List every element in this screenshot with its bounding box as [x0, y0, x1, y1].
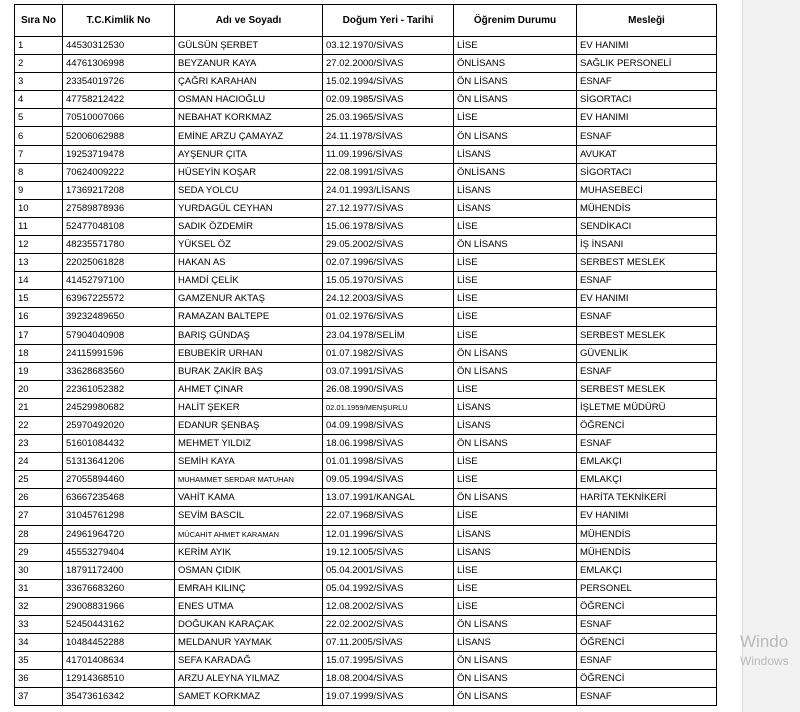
- tc-kimlik-no-cell: 24961964720: [63, 525, 175, 543]
- name-cell: DOĞUKAN KARAÇAK: [175, 616, 323, 634]
- name-cell: HÜSEYİN KOŞAR: [175, 163, 323, 181]
- sira-no-cell: 13: [15, 254, 63, 272]
- tc-kimlik-no-cell: 31045761298: [63, 507, 175, 525]
- birth-place-date-cell: 12.01.1996/SİVAS: [323, 525, 454, 543]
- name-cell: MÜCAHİT AHMET KARAMAN: [175, 525, 323, 543]
- sira-no-cell: 32: [15, 597, 63, 615]
- name-cell: YÜKSEL ÖZ: [175, 236, 323, 254]
- occupation-cell: ESNAF: [577, 272, 717, 290]
- tc-kimlik-no-cell: 10484452288: [63, 634, 175, 652]
- table-row: [15, 55, 717, 73]
- table-body: [15, 37, 717, 706]
- tc-kimlik-no-cell: 52006062988: [63, 127, 175, 145]
- table-row: [15, 688, 717, 706]
- occupation-cell: MÜHENDİS: [577, 525, 717, 543]
- name-cell: KERİM AYIK: [175, 543, 323, 561]
- watermark-line-2: Windows: [740, 654, 789, 668]
- sira-no-cell: 34: [15, 634, 63, 652]
- tc-kimlik-no-cell: 70510007066: [63, 109, 175, 127]
- occupation-cell: MÜHENDİS: [577, 543, 717, 561]
- tc-kimlik-no-cell: 24529980682: [63, 398, 175, 416]
- name-cell: ARZU ALEYNA YILMAZ: [175, 670, 323, 688]
- name-cell: ÇAĞRI KARAHAN: [175, 73, 323, 91]
- birth-place-date-cell: 19.07.1999/SİVAS: [323, 688, 454, 706]
- tc-kimlik-no-cell: 19253719478: [63, 145, 175, 163]
- table-row: [15, 398, 717, 416]
- education-cell: LİSANS: [454, 199, 577, 217]
- name-cell: MUHAMMET SERDAR MATUHAN: [175, 471, 323, 489]
- windows-activation-watermark: [740, 632, 789, 668]
- education-cell: ÖN LİSANS: [454, 616, 577, 634]
- watermark-line-1: Windo: [740, 632, 789, 651]
- sira-no-cell: 24: [15, 453, 63, 471]
- sira-no-cell: 18: [15, 344, 63, 362]
- education-cell: ÖN LİSANS: [454, 344, 577, 362]
- sira-no-cell: 28: [15, 525, 63, 543]
- education-cell: LİSE: [454, 217, 577, 235]
- name-cell: NEBAHAT KORKMAZ: [175, 109, 323, 127]
- birth-place-date-cell: 19.12.1005/SİVAS: [323, 543, 454, 561]
- table-row: [15, 471, 717, 489]
- sira-no-cell: 11: [15, 217, 63, 235]
- tc-kimlik-no-cell: 70624009222: [63, 163, 175, 181]
- tc-kimlik-no-cell: 22025061828: [63, 254, 175, 272]
- birth-place-date-cell: 01.01.1998/SİVAS: [323, 453, 454, 471]
- occupation-cell: ESNAF: [577, 616, 717, 634]
- sira-no-cell: 25: [15, 471, 63, 489]
- tc-kimlik-no-cell: 44530312530: [63, 37, 175, 55]
- tc-kimlik-no-cell: 41701408634: [63, 652, 175, 670]
- table-row: [15, 380, 717, 398]
- tc-kimlik-no-cell: 29008831966: [63, 597, 175, 615]
- education-cell: ÖN LİSANS: [454, 652, 577, 670]
- name-cell: SEFA KARADAĞ: [175, 652, 323, 670]
- sira-no-cell: 19: [15, 362, 63, 380]
- birth-place-date-cell: 01.07.1982/SİVAS: [323, 344, 454, 362]
- tc-kimlik-no-cell: 18791172400: [63, 561, 175, 579]
- occupation-cell: ESNAF: [577, 435, 717, 453]
- table-row: [15, 489, 717, 507]
- birth-place-date-cell: 25.03.1965/SİVAS: [323, 109, 454, 127]
- sira-no-cell: 29: [15, 543, 63, 561]
- tc-kimlik-no-cell: 25970492020: [63, 416, 175, 434]
- name-cell: HALİT ŞEKER: [175, 398, 323, 416]
- table-row: [15, 326, 717, 344]
- birth-place-date-cell: 04.09.1998/SİVAS: [323, 416, 454, 434]
- birth-place-date-cell: 27.12.1977/SİVAS: [323, 199, 454, 217]
- tc-kimlik-no-cell: 48235571780: [63, 236, 175, 254]
- table-row: [15, 579, 717, 597]
- birth-place-date-cell: 13.07.1991/KANGAL: [323, 489, 454, 507]
- education-cell: LİSE: [454, 507, 577, 525]
- tc-kimlik-no-cell: 52477048108: [63, 217, 175, 235]
- name-cell: MELDANUR YAYMAK: [175, 634, 323, 652]
- birth-place-date-cell: 24.01.1993/LİSANS: [323, 181, 454, 199]
- occupation-cell: HARİTA TEKNİKERİ: [577, 489, 717, 507]
- table-row: [15, 561, 717, 579]
- birth-place-date-cell: 15.07.1995/SİVAS: [323, 652, 454, 670]
- birth-place-date-cell: 11.09.1996/SİVAS: [323, 145, 454, 163]
- birth-place-date-cell: 05.04.2001/SİVAS: [323, 561, 454, 579]
- name-cell: BURAK ZAKİR BAŞ: [175, 362, 323, 380]
- header-sira-no: Sıra No: [15, 5, 63, 37]
- name-cell: OSMAN ÇIDIK: [175, 561, 323, 579]
- sira-no-cell: 1: [15, 37, 63, 55]
- education-cell: LİSE: [454, 471, 577, 489]
- occupation-cell: ÖĞRENCİ: [577, 416, 717, 434]
- sira-no-cell: 35: [15, 652, 63, 670]
- occupation-cell: ESNAF: [577, 73, 717, 91]
- education-cell: LİSE: [454, 597, 577, 615]
- education-cell: LİSANS: [454, 181, 577, 199]
- table-row: [15, 254, 717, 272]
- birth-place-date-cell: 15.06.1978/SİVAS: [323, 217, 454, 235]
- name-cell: EMRAH KILINÇ: [175, 579, 323, 597]
- occupation-cell: EV HANIMI: [577, 109, 717, 127]
- occupation-cell: EV HANIMI: [577, 290, 717, 308]
- table-row: [15, 109, 717, 127]
- occupation-cell: İŞ İNSANI: [577, 236, 717, 254]
- tc-kimlik-no-cell: 27589878936: [63, 199, 175, 217]
- tc-kimlik-no-cell: 57904040908: [63, 326, 175, 344]
- education-cell: LİSANS: [454, 145, 577, 163]
- birth-place-date-cell: 09.05.1994/SİVAS: [323, 471, 454, 489]
- name-cell: EMİNE ARZU ÇAMAYAZ: [175, 127, 323, 145]
- occupation-cell: ESNAF: [577, 688, 717, 706]
- occupation-cell: ÖĞRENCİ: [577, 597, 717, 615]
- education-cell: LİSE: [454, 272, 577, 290]
- occupation-cell: EMLAKÇI: [577, 561, 717, 579]
- table-row: [15, 290, 717, 308]
- name-cell: HAMDİ ÇELİK: [175, 272, 323, 290]
- name-cell: RAMAZAN BALTEPE: [175, 308, 323, 326]
- sira-no-cell: 22: [15, 416, 63, 434]
- tc-kimlik-no-cell: 52450443162: [63, 616, 175, 634]
- sira-no-cell: 3: [15, 73, 63, 91]
- education-cell: LİSE: [454, 290, 577, 308]
- table-row: [15, 435, 717, 453]
- sira-no-cell: 26: [15, 489, 63, 507]
- name-cell: SEDA YOLCU: [175, 181, 323, 199]
- education-cell: ÖN LİSANS: [454, 73, 577, 91]
- occupation-cell: ESNAF: [577, 652, 717, 670]
- table-row: [15, 634, 717, 652]
- education-cell: ÖN LİSANS: [454, 236, 577, 254]
- occupation-cell: SAĞLIK PERSONELİ: [577, 55, 717, 73]
- education-cell: LİSANS: [454, 634, 577, 652]
- name-cell: EBUBEKİR URHAN: [175, 344, 323, 362]
- table-row: [15, 199, 717, 217]
- occupation-cell: GÜVENLİK: [577, 344, 717, 362]
- education-cell: LİSANS: [454, 398, 577, 416]
- table-row: [15, 217, 717, 235]
- table-row: [15, 670, 717, 688]
- occupation-cell: İŞLETME MÜDÜRÜ: [577, 398, 717, 416]
- sira-no-cell: 27: [15, 507, 63, 525]
- birth-place-date-cell: 22.02.2002/SİVAS: [323, 616, 454, 634]
- birth-place-date-cell: 27.02.2000/SİVAS: [323, 55, 454, 73]
- name-cell: VAHİT KAMA: [175, 489, 323, 507]
- sira-no-cell: 36: [15, 670, 63, 688]
- birth-place-date-cell: 18.06.1998/SİVAS: [323, 435, 454, 453]
- tc-kimlik-no-cell: 44761306998: [63, 55, 175, 73]
- name-cell: MEHMET YILDIZ: [175, 435, 323, 453]
- table-row: [15, 145, 717, 163]
- name-cell: GAMZENUR AKTAŞ: [175, 290, 323, 308]
- birth-place-date-cell: 07.11.2005/SİVAS: [323, 634, 454, 652]
- tc-kimlik-no-cell: 45553279404: [63, 543, 175, 561]
- tc-kimlik-no-cell: 27055894460: [63, 471, 175, 489]
- sira-no-cell: 16: [15, 308, 63, 326]
- birth-place-date-cell: 18.08.2004/SİVAS: [323, 670, 454, 688]
- occupation-cell: PERSONEL: [577, 579, 717, 597]
- education-cell: ÖNLİSANS: [454, 55, 577, 73]
- name-cell: BEYZANUR KAYA: [175, 55, 323, 73]
- sira-no-cell: 20: [15, 380, 63, 398]
- education-cell: LİSANS: [454, 543, 577, 561]
- birth-place-date-cell: 22.07.1968/SİVAS: [323, 507, 454, 525]
- table-row: [15, 163, 717, 181]
- occupation-cell: ÖĞRENCİ: [577, 670, 717, 688]
- education-cell: LİSANS: [454, 416, 577, 434]
- tc-kimlik-no-cell: 33628683560: [63, 362, 175, 380]
- name-cell: ENES UTMA: [175, 597, 323, 615]
- sira-no-cell: 21: [15, 398, 63, 416]
- name-cell: SEVİM BASCIL: [175, 507, 323, 525]
- sira-no-cell: 2: [15, 55, 63, 73]
- table-row: [15, 91, 717, 109]
- name-cell: BARIŞ GÜNDAŞ: [175, 326, 323, 344]
- tc-kimlik-no-cell: 63967225572: [63, 290, 175, 308]
- education-cell: LİSE: [454, 308, 577, 326]
- occupation-cell: SERBEST MESLEK: [577, 254, 717, 272]
- occupation-cell: SENDİKACI: [577, 217, 717, 235]
- occupation-cell: ESNAF: [577, 127, 717, 145]
- sira-no-cell: 5: [15, 109, 63, 127]
- name-cell: SAMET KORKMAZ: [175, 688, 323, 706]
- occupation-cell: ESNAF: [577, 362, 717, 380]
- name-cell: SADIK ÖZDEMİR: [175, 217, 323, 235]
- occupation-cell: EV HANIMI: [577, 37, 717, 55]
- occupation-cell: ÖĞRENCİ: [577, 634, 717, 652]
- birth-place-date-cell: 24.12.2003/SİVAS: [323, 290, 454, 308]
- occupation-cell: SERBEST MESLEK: [577, 380, 717, 398]
- tc-kimlik-no-cell: 12914368510: [63, 670, 175, 688]
- education-cell: ÖN LİSANS: [454, 688, 577, 706]
- table-row: [15, 344, 717, 362]
- birth-place-date-cell: 03.12.1970/SİVAS: [323, 37, 454, 55]
- education-cell: LİSE: [454, 37, 577, 55]
- birth-place-date-cell: 22.08.1991/SİVAS: [323, 163, 454, 181]
- name-cell: AYŞENUR ÇITA: [175, 145, 323, 163]
- birth-place-date-cell: 01.02.1976/SİVAS: [323, 308, 454, 326]
- birth-place-date-cell: 15.05.1970/SİVAS: [323, 272, 454, 290]
- education-cell: LİSE: [454, 453, 577, 471]
- sira-no-cell: 10: [15, 199, 63, 217]
- tc-kimlik-no-cell: 41452797100: [63, 272, 175, 290]
- birth-place-date-cell: 15.02.1994/SİVAS: [323, 73, 454, 91]
- tc-kimlik-no-cell: 47758212422: [63, 91, 175, 109]
- member-table: [14, 4, 717, 706]
- table-row: [15, 616, 717, 634]
- tc-kimlik-no-cell: 23354019726: [63, 73, 175, 91]
- tc-kimlik-no-cell: 39232489650: [63, 308, 175, 326]
- education-cell: ÖN LİSANS: [454, 91, 577, 109]
- education-cell: ÖN LİSANS: [454, 670, 577, 688]
- sira-no-cell: 15: [15, 290, 63, 308]
- sira-no-cell: 14: [15, 272, 63, 290]
- sira-no-cell: 4: [15, 91, 63, 109]
- education-cell: ÖN LİSANS: [454, 435, 577, 453]
- sira-no-cell: 37: [15, 688, 63, 706]
- occupation-cell: EV HANIMI: [577, 507, 717, 525]
- sira-no-cell: 6: [15, 127, 63, 145]
- name-cell: SEMİH KAYA: [175, 453, 323, 471]
- table-row: [15, 362, 717, 380]
- education-cell: LİSE: [454, 326, 577, 344]
- birth-place-date-cell: 02.01.1959/MENŞURLU: [323, 398, 454, 416]
- table-row: [15, 181, 717, 199]
- table-row: [15, 127, 717, 145]
- name-cell: YURDAGÜL CEYHAN: [175, 199, 323, 217]
- table-row: [15, 543, 717, 561]
- window-side-strip: [742, 0, 800, 712]
- birth-place-date-cell: 02.07.1996/SİVAS: [323, 254, 454, 272]
- sira-no-cell: 17: [15, 326, 63, 344]
- name-cell: AHMET ÇINAR: [175, 380, 323, 398]
- table-row: [15, 507, 717, 525]
- occupation-cell: EMLAKÇI: [577, 471, 717, 489]
- education-cell: LİSE: [454, 254, 577, 272]
- birth-place-date-cell: 12.08.2002/SİVAS: [323, 597, 454, 615]
- education-cell: LİSE: [454, 109, 577, 127]
- name-cell: OSMAN HACIOĞLU: [175, 91, 323, 109]
- education-cell: ÖN LİSANS: [454, 127, 577, 145]
- header-tc-kimlik-no: T.C.Kimlik No: [63, 5, 175, 37]
- sira-no-cell: 33: [15, 616, 63, 634]
- occupation-cell: EMLAKÇI: [577, 453, 717, 471]
- tc-kimlik-no-cell: 33676683260: [63, 579, 175, 597]
- table-row: [15, 308, 717, 326]
- education-cell: ÖN LİSANS: [454, 362, 577, 380]
- birth-place-date-cell: 03.07.1991/SİVAS: [323, 362, 454, 380]
- sira-no-cell: 8: [15, 163, 63, 181]
- table-row: [15, 236, 717, 254]
- education-cell: LİSE: [454, 380, 577, 398]
- name-cell: EDANUR ŞENBAŞ: [175, 416, 323, 434]
- sira-no-cell: 9: [15, 181, 63, 199]
- sira-no-cell: 31: [15, 579, 63, 597]
- table-row: [15, 37, 717, 55]
- occupation-cell: MÜHENDİS: [577, 199, 717, 217]
- table-header-row: [15, 5, 717, 37]
- education-cell: LİSANS: [454, 525, 577, 543]
- occupation-cell: MUHASEBECİ: [577, 181, 717, 199]
- occupation-cell: SERBEST MESLEK: [577, 326, 717, 344]
- birth-place-date-cell: 24.11.1978/SİVAS: [323, 127, 454, 145]
- table-row: [15, 73, 717, 91]
- occupation-cell: SİGORTACI: [577, 163, 717, 181]
- tc-kimlik-no-cell: 24115991596: [63, 344, 175, 362]
- table-row: [15, 272, 717, 290]
- education-cell: ÖN LİSANS: [454, 489, 577, 507]
- header-ogrenim-durumu: Öğrenim Durumu: [454, 5, 577, 37]
- table-row: [15, 453, 717, 471]
- header-dogum-yeri-tarihi: Doğum Yeri - Tarihi: [323, 5, 454, 37]
- table-row: [15, 597, 717, 615]
- sira-no-cell: 12: [15, 236, 63, 254]
- birth-place-date-cell: 23.04.1978/SELİM: [323, 326, 454, 344]
- sira-no-cell: 30: [15, 561, 63, 579]
- sira-no-cell: 7: [15, 145, 63, 163]
- header-adi-soyadi: Adı ve Soyadı: [175, 5, 323, 37]
- tc-kimlik-no-cell: 51601084432: [63, 435, 175, 453]
- table-row: [15, 652, 717, 670]
- table-row: [15, 525, 717, 543]
- tc-kimlik-no-cell: 51313641206: [63, 453, 175, 471]
- occupation-cell: AVUKAT: [577, 145, 717, 163]
- name-cell: HAKAN AS: [175, 254, 323, 272]
- sira-no-cell: 23: [15, 435, 63, 453]
- birth-place-date-cell: 05.04.1992/SİVAS: [323, 579, 454, 597]
- education-cell: LİSE: [454, 579, 577, 597]
- occupation-cell: SİGORTACI: [577, 91, 717, 109]
- education-cell: LİSE: [454, 561, 577, 579]
- birth-place-date-cell: 29.05.2002/SİVAS: [323, 236, 454, 254]
- table-row: [15, 416, 717, 434]
- header-meslegi: Mesleği: [577, 5, 717, 37]
- birth-place-date-cell: 26.08.1990/SİVAS: [323, 380, 454, 398]
- tc-kimlik-no-cell: 35473616342: [63, 688, 175, 706]
- occupation-cell: ESNAF: [577, 308, 717, 326]
- tc-kimlik-no-cell: 63667235468: [63, 489, 175, 507]
- tc-kimlik-no-cell: 22361052382: [63, 380, 175, 398]
- tc-kimlik-no-cell: 17369217208: [63, 181, 175, 199]
- name-cell: GÜLSÜN ŞERBET: [175, 37, 323, 55]
- birth-place-date-cell: 02.09.1985/SİVAS: [323, 91, 454, 109]
- education-cell: ÖNLİSANS: [454, 163, 577, 181]
